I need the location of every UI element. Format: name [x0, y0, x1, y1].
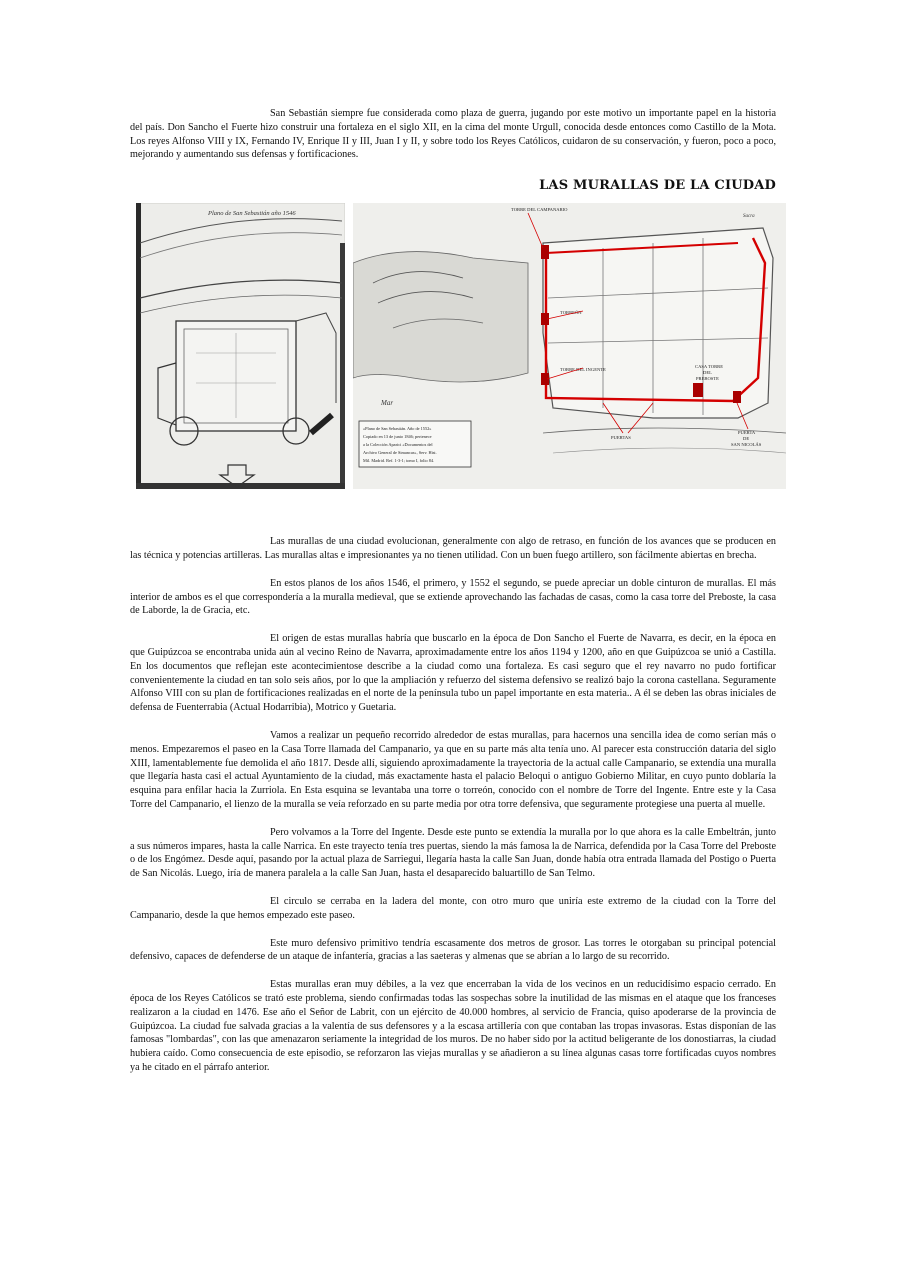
paragraph-1: Las murallas de una ciudad evolucionan, generalmente con algo de retraso, en función de los avances que se producen en las técnica y potencias artilleras. Las murallas altas e impresionantes ya no tienen utilidad. Con un buen fuego artillero, son fácilmente abiertas en brecha. — [130, 536, 776, 561]
caption-line-2: Copiado en 13 de junio 1846; pertenece — [363, 434, 432, 440]
label-torreon: TORREÓN — [560, 310, 582, 316]
label-casa-torre-1: CASA TORRE — [695, 364, 724, 370]
label-casa-torre-2: DEL — [703, 370, 712, 376]
paragraph-3: El origen de estas murallas habría que buscarlo en la época de Don Sancho el Fuerte de Navarra, es decir, en la época en que Guipúzcoa se encontraba unida aún al vecino Reino de Navarra, aproximadamente entre los años 1194 y 1200, año en que Guipúzcoa se unió a Castilla. En los documentos que reflejan este acontecimientose describe a la ciudad como una fortaleza. Es casi seguro que el rey navarro no pudo fortificar convenientemente la ciudad en tan solo seis años, por lo que la ampliación y refuerzo del sistema defensivo se realizó bajo la corona castellana. Seguramente Alfonso VIII con su plan de fortificaciones realizadas en el norte de la península tubo un papel importante en esta materia.. A él se deben las obras iniciales de defensa de Fuenterrabia (Actual Hodarribia), Motrico y Guetaria. — [130, 633, 776, 714]
label-torre-ingente: TORRE DEL INGENTE — [560, 367, 606, 373]
document-page — [130, 107, 776, 1075]
label-puerta-3: SAN NICOLÁS — [731, 442, 762, 448]
caption-line-4: Archivo General de Simancas», Serv. Hist. — [363, 450, 437, 456]
figures-row — [136, 203, 776, 489]
label-torre-campanario: TORRE DEL CAMPANARIO — [511, 207, 568, 213]
paragraph-2: En estos planos de los años 1546, el primero, y 1552 el segundo, se puede apreciar un doble cinturon de murallas. El más interior de ambos es el que correspondería a la muralla medieval, que se extiende aprovechando las fachadas de casas, como la casa torre del Preboste, la casa de Laborde, la de Gracia, etc. — [130, 577, 776, 617]
label-puerta-1: PUERTA — [738, 430, 756, 436]
paragraph-4: Vamos a realizar un pequeño recorrido alrededor de estas murallas, para hacernos una sencilla idea de como serían más o menos. Empezaremos el paseo en la Casa Torre llamada del Campanario, ya que en su parte más alta tenía uno. Al parecer esta construcción dataria del siglo XIII, lamentablemente fue demolida el año 1817. Desde allí, siguiendo aproximadamente la trayectoria de la actual calle Campanario, se extendía una muralla que llegaría hasta casi el actual Ayuntamiento de la ciudad, más exactamente hasta el palacio Beloqui o antiguo Gobierno Militar, en cuyo punto doblaría la esquina para enfilar hacia la Zurriola. En Esta esquina se levantaba una torre o torreón, conocido con el nombre de Torre del Ingente. Entre este y la Casa Torre del Campanario, el lienzo de la muralla se veía reforzado en su parte media por otra torre defensiva, que seguramente protegiese una puerta al muelle. — [130, 729, 776, 810]
label-puerta-2: DE — [743, 436, 750, 442]
label-mar: Mar — [381, 399, 394, 408]
paragraph-6: El circulo se cerraba en la ladera del monte, con otro muro que uniría este extremo de la ciudad con la Torre del Campanario, desde la que hemos empezado este paseo. — [130, 895, 776, 921]
label-sacra: Sacra — [743, 214, 755, 220]
plan-1546-image — [136, 203, 345, 489]
plan-1546-heading: Plano de San Sebastián año 1546 — [208, 210, 296, 218]
section-title: LAS MURALLAS DE LA CIUDAD — [539, 178, 776, 194]
label-puertas: PUERTAS — [611, 435, 631, 441]
caption-line-3: a la Colección Aparici «Documentos del — [363, 442, 433, 448]
paragraph-5: Pero volvamos a la Torre del Ingente. Desde este punto se extendía la muralla por lo que ahora es la calle Embeltrán, junto a sus números impares, hasta la calle Narrica. En este trayecto tenía tres puertas, siendo la más famosa la de Narrica, defendida por la Casa Torre del Preboste o de los Engómez. Desde aquí, pasando por la actual plaza de Sarriegui, llegaría hasta la calle San Juan, donde había otra entrada llamada del Postigo o Puerta de San Nicolás. Luego, iría de manera paralela a la calle San Juan, hasta el desaparecido baluartillo de San Telmo. — [130, 826, 776, 880]
paragraph-8: Estas murallas eran muy débiles, a la vez que encerraban la vida de los vecinos en un reducidísimo espacio cerrado. En época de los Reyes Católicos se trató este problema, siendo confirmadas todas las sospechas sobre la inutilidad de las mismas en el ataque que los franceses realizaron a la ciudad en 1476. Ese año el Señor de Labrit, con un ejército de 40.000 hombres, al servicio de Francia, quiso apoderarse de la provincia de Guipúzcoa. La ciudad fue salvada gracias a la valentía de sus defensores y a la escasa artillería con que contaban las tropas invasoras. Estas disponían de las famosas "lombardas", con las que amenazaron seriamente la integridad de los muros. De no haber sido por la actitud beligerante de los donostiarras, la ciudad hubiera caído. Como consecuencia de este episodio, se reforzaron las viejas murallas y se añadieron a su línea algunas casas torre fortificadas cuyos nombres ya he citado en el párrafo anterior. — [130, 979, 776, 1073]
caption-line-1: «Plano de San Sebastián. Año de 1552» — [363, 426, 432, 432]
plan-1552-image — [353, 203, 786, 489]
paragraph-7: Este muro defensivo primitivo tendría escasamente dos metros de grosor. Las torres le otorgaban su principal potencial defensivo, capaces de defenderse de un ataque de infantería, gracias a las saeteras y almenas que se abrían a lo largo de su recorrido. — [130, 937, 776, 963]
caption-line-5: Mil. Madrid. Ref. 1-3-1; tomo I, folio 84. — [363, 458, 435, 464]
intro-paragraph: San Sebastián siempre fue considerada como plaza de guerra, jugando por este motivo un importante papel en la historia del país. Don Sancho el Fuerte hizo construir una fortaleza en el siglo XII, en la cima del monte Urgull, conocida desde entonces como Castillo de la Mota. Los reyes Alfonso VIII y IX, Fernando IV, Enrique II y III, Juan I y II, y sobre todo los Reyes Católicos, cuidaron de su conservación, y fueron, poco a poco, mejorando y aumentando sus defensas y fortificaciones. — [130, 108, 776, 161]
label-casa-torre-3: PREBOSTE — [696, 376, 719, 382]
